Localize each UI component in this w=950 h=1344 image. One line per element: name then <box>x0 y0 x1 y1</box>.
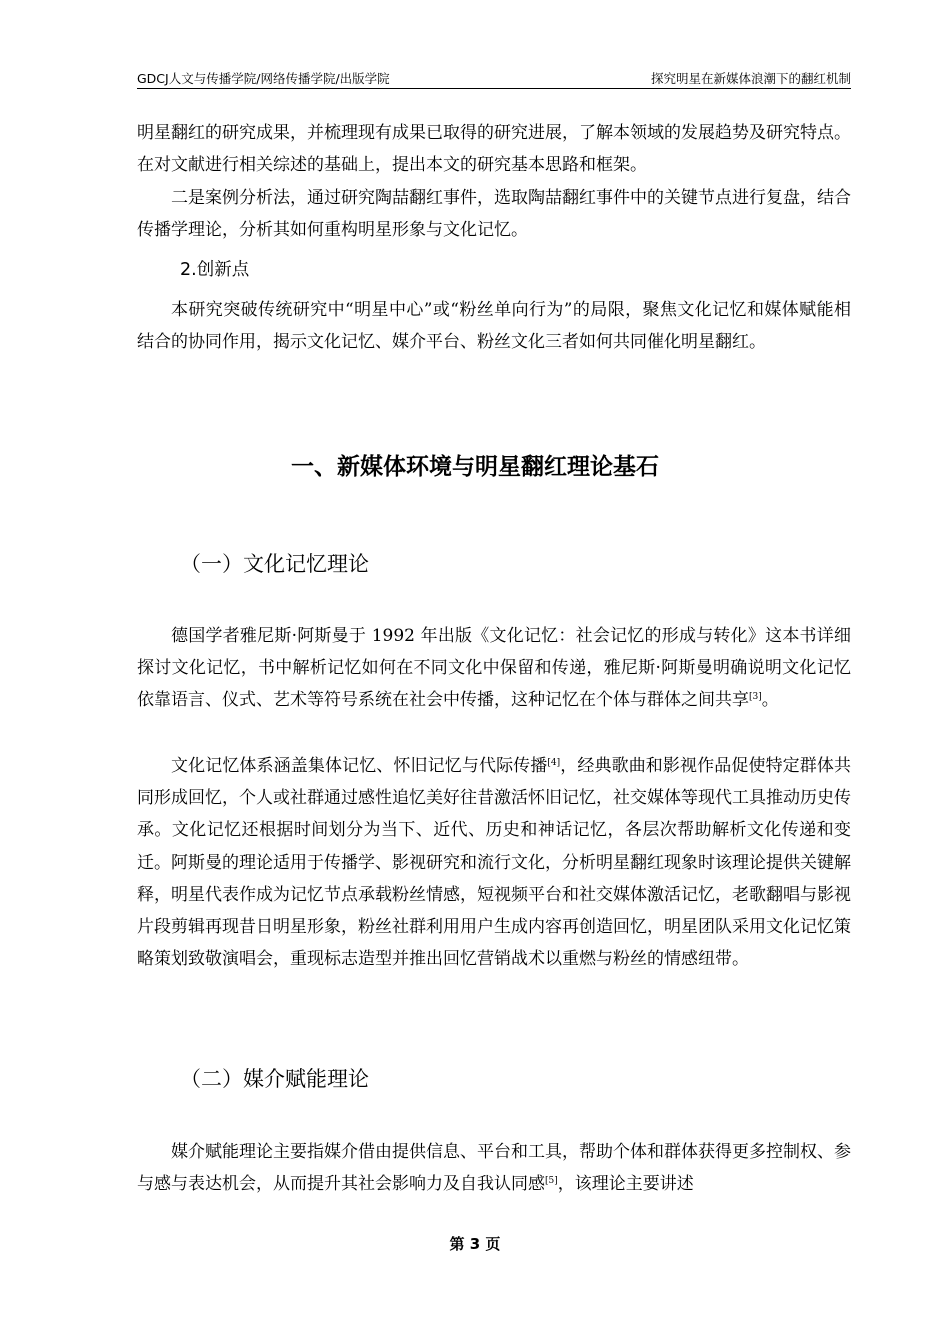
page-number: 第 3 页 <box>449 1235 501 1253</box>
paragraph-media-empowerment <box>137 1136 851 1200</box>
header-right-text: 探究明星在新媒体浪潮下的翻红机制 <box>650 71 851 86</box>
citation-3: [3] <box>749 692 762 703</box>
paragraph-literature-review: 明星翻红的研究成果，并梳理现有成果已取得的研究进展，了解本领域的发展趋势及研究特点。在对文献进行相关综述的基础上，提出本文的研究基本思路和框架。 <box>137 123 851 176</box>
header-left-text: GDCJ人文与传播学院/网络传播学院/出版学院 <box>137 71 390 86</box>
chapter-title: 一、新媒体环境与明星翻红理论基石 <box>291 454 659 480</box>
citation-4: [4] <box>547 758 561 768</box>
paragraph-media-empowerment-b: ，该理论主要讲述 <box>557 1174 694 1195</box>
paragraph-case-analysis: 二是案例分析法，通过研究陶喆翻红事件，选取陶喆翻红事件中的关键节点进行复盘，结合传播学理论，分析其如何重构明星形象与文化记忆。 <box>137 188 851 241</box>
section-heading-cultural-memory: （一）文化记忆理论 <box>180 552 369 576</box>
paragraph-assmann-text: 德国学者雅尼斯·阿斯曼于 1992 年出版《文化记忆：社会记忆的形成与转化》这本书详细探讨文化记忆，书中解析记忆如何在不同文化中保留和传递，雅尼斯·阿斯曼明确说明文化记忆依靠语言、仪式、艺术等符号系统在社会中传播，这种记忆在个体与群体之间共享 <box>137 626 851 711</box>
page-header <box>137 66 851 88</box>
paragraph-assmann <box>137 620 851 717</box>
paragraph-memory-system-b: ，经典歌曲和影视作品促使特定群体共同形成回忆，个人或社群通过感性追忆美好往昔激活怀旧记忆，社交媒体等现代工具推动历史传承。文化记忆还根据时间划分为当下、近代、历史和神话记忆，各层次帮助解析文化传递和变迁。阿斯曼的理论适用于传播学、影视研究和流行文化，分析明星翻红现象时该理论提供关键解释，明星代表作成为记忆节点承载粉丝情感，短视频平台和社交媒体激活记忆，老歌翻唱与影视片段剪辑再现昔日明星形象，粉丝社群利用用户生成内容再创造回忆，明星团队采用文化记忆策略策划致敬演唱会，重现标志造型并推出回忆营销战术以重燃与粉丝的情感纽带。 <box>137 756 852 970</box>
paragraph-media-empowerment-a: 媒介赋能理论主要指媒介借由提供信息、平台和工具，帮助个体和群体获得更多控制权、参与感与表达机会，从而提升其社会影响力及自我认同感 <box>137 1142 851 1195</box>
heading-innovation: 2.创新点 <box>180 260 250 280</box>
section-heading-media-empowerment: （二）媒介赋能理论 <box>180 1067 369 1091</box>
header-rule <box>137 88 851 89</box>
paragraph-innovation: 本研究突破传统研究中“明星中心”或“粉丝单向行为”的局限，聚焦文化记忆和媒体赋能相结合的协同作用，揭示文化记忆、媒介平台、粉丝文化三者如何共同催化明星翻红。 <box>137 300 851 353</box>
paragraph-memory-system <box>137 750 851 975</box>
citation-5: [5] <box>545 1176 558 1187</box>
paragraph-memory-system-a: 文化记忆体系涵盖集体记忆、怀旧记忆与代际传播 <box>171 756 548 776</box>
paragraph-assmann-end: 。 <box>761 690 779 711</box>
